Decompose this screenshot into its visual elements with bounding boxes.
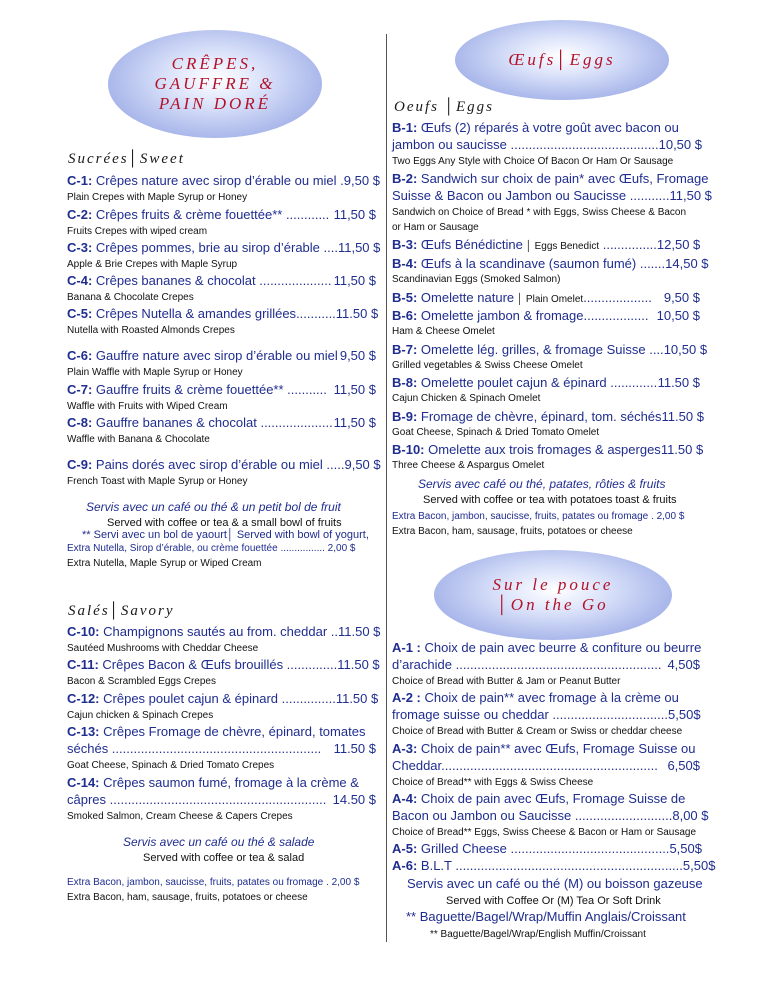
item-code: C-1: bbox=[67, 173, 93, 188]
sweet-item-row bbox=[67, 382, 376, 397]
item-name-fr: Gauffre fruits & crème fouettée** bbox=[95, 382, 284, 397]
go-served-fr: Servis avec un café ou thé (M) ou boisson gazeuse bbox=[407, 876, 703, 891]
item-code: A-3: bbox=[392, 741, 418, 756]
item-code: B-7: bbox=[392, 342, 418, 357]
b6-line bbox=[392, 308, 700, 323]
item-code: C-9: bbox=[67, 457, 93, 472]
a4-line-2 bbox=[392, 808, 709, 823]
oval-title-line-2: GAUFFRE & bbox=[154, 74, 276, 93]
item-code: B-9: bbox=[392, 409, 418, 424]
b3-line: B-3: Œufs Bénédictine │ Eggs Benedict ............... 12,50 $ bbox=[392, 237, 701, 252]
sweet-item-en: Banana & Chocolate Crepes bbox=[67, 292, 194, 303]
item-price: 11.50 $ bbox=[338, 624, 381, 639]
yogurt-note: ** Servi avec un bol de yaourt│ Served with bowl of yogurt, bbox=[82, 529, 369, 541]
item-code: C-5: bbox=[67, 306, 93, 321]
b2-en-1: Sandwich on Choice of Bread * with Eggs, Swiss Cheese & Bacon bbox=[392, 207, 687, 218]
item-name-fr: Choix de pain avec Œufs, Fromage Suisse de bbox=[420, 791, 686, 806]
item-name-fr: Omelette aux trois fromages & asperges bbox=[428, 442, 661, 457]
eggs-extra-en: Extra Bacon, ham, sausage, fruits, potatoes or cheese bbox=[392, 526, 633, 537]
item-price: 9,50 $ bbox=[339, 348, 376, 363]
item-code: A-4: bbox=[392, 791, 418, 806]
savory-item-row bbox=[67, 657, 380, 672]
item-price: 11,50 $ bbox=[333, 415, 376, 430]
item-leader: ........... bbox=[283, 382, 327, 397]
item-code: C-4: bbox=[67, 273, 93, 288]
item-price: 9,50 $ bbox=[343, 173, 380, 188]
c14-line-1: C-14: Crêpes saumon fumé, fromage à la crème & bbox=[67, 775, 359, 790]
c14-line-2: câpres ............................................................ 14.50 $ bbox=[67, 792, 376, 807]
b1-line-2: jambon ou saucisse ......................................... 10,50 $ bbox=[392, 137, 702, 152]
oval-title-line-1: CRÊPES, bbox=[171, 54, 259, 73]
a3-line-1 bbox=[392, 741, 696, 757]
item-price: 11.50 $ bbox=[335, 691, 379, 706]
b2-line-1: B-2: Sandwich sur choix de pain* avec Œufs, Fromage bbox=[392, 171, 709, 186]
item-name-fr: Omelette lég. grilles, & fromage Suisse .... bbox=[420, 342, 664, 357]
a2-en: Choice of Bread with Butter & Cream or Swiss or cheddar cheese bbox=[392, 726, 683, 737]
sweet-served-fr: Servis avec un café ou thé & un petit bol de fruit bbox=[86, 500, 341, 514]
crepes-title-oval bbox=[108, 30, 322, 138]
item-name-fr: Choix de pain** avec Œufs, Fromage Suisse ou bbox=[420, 741, 696, 756]
item-name-fr: Crêpes fruits & crème fouettée** bbox=[95, 207, 283, 222]
savory-item-row bbox=[67, 691, 379, 706]
item-name-fr: Crêpes Nutella & amandes grillées bbox=[95, 306, 297, 321]
a3-line-2 bbox=[392, 758, 700, 773]
eggs-title-oval bbox=[455, 20, 669, 100]
eggs-served-en: Served with coffee or tea with potatoes toast & fruits bbox=[423, 494, 677, 506]
sweet-item-row bbox=[67, 173, 380, 188]
sweet-item-row bbox=[67, 306, 379, 321]
item-name-fr-cont: d’arachide ......................................................... bbox=[392, 657, 662, 672]
a5-line: A-5: Grilled Cheese ............................................ 5,50$ bbox=[392, 841, 702, 856]
eggs-served-fr: Servis avec café ou thé, patates, rôties & fruits bbox=[418, 477, 666, 491]
item-name-fr: Crêpes nature avec sirop d’érable ou miel bbox=[95, 173, 337, 188]
sweet-item-en: Apple & Brie Crepes with Maple Syrup bbox=[67, 259, 238, 270]
sweet-item-row bbox=[67, 415, 376, 430]
item-code: C-12: bbox=[67, 691, 100, 706]
b6-en: Ham & Cheese Omelet bbox=[392, 326, 495, 337]
sweet-served-en: Served with coffee or tea & a small bowl of fruits bbox=[107, 517, 342, 529]
b4-line: B-4: Œufs à la scandinave (saumon fumé) ....... 14,50 $ bbox=[392, 256, 709, 271]
item-code: C-3: bbox=[67, 240, 93, 255]
item-code: B-10: bbox=[392, 442, 425, 457]
savory-heading: Salés│Savory bbox=[68, 603, 175, 619]
extra-sweet-fr: Extra Nutella, Sirop d’érable, ou crème fouettée ................ 2,00 $ bbox=[67, 543, 356, 554]
sweet-item-en: Waffle with Banana & Chocolate bbox=[67, 434, 210, 445]
item-code: C-6: bbox=[67, 348, 93, 363]
b10-line bbox=[392, 442, 704, 457]
eggs-heading: Oeufs │Eggs bbox=[394, 99, 494, 115]
item-name-fr: Omelette poulet cajun & épinard ............. bbox=[420, 375, 658, 390]
item-leader: ............ bbox=[282, 207, 330, 222]
b5-line: B-5: Omelette nature │ Plain Omelet................... 9,50 $ bbox=[392, 290, 700, 305]
sweet-item-row bbox=[67, 240, 381, 255]
item-name-fr: Gauffre bananes & chocolat bbox=[95, 415, 257, 430]
item-price: 11.50 $ bbox=[657, 375, 700, 390]
item-code: C-2: bbox=[67, 207, 93, 222]
item-name-fr-cont: Bacon ou Jambon ou Saucisse ........................... bbox=[392, 808, 673, 823]
a3-en: Choice of Bread** with Eggs & Swiss Cheese bbox=[392, 777, 594, 788]
oval-title-line-3: PAIN DORÉ bbox=[158, 94, 272, 113]
b1-line-1: B-1: Œufs (2) réparés à votre goût avec bacon ou bbox=[392, 120, 679, 135]
c13-en: Goat Cheese, Spinach & Dried Tomato Crepes bbox=[67, 760, 275, 771]
item-name-fr: Crêpes poulet cajun & épinard ............... bbox=[103, 691, 336, 706]
item-price: 11,50 $ bbox=[337, 240, 381, 255]
b2-line-2: Suisse & Bacon ou Jambon ou Saucisse ........... 11,50 $ bbox=[392, 188, 712, 203]
item-price: 11,50 $ bbox=[333, 273, 376, 288]
on-the-go-title-line-2: │On the Go bbox=[497, 595, 609, 614]
item-leader: .................... bbox=[255, 273, 332, 288]
item-code: A-2 : bbox=[392, 690, 421, 705]
a2-line-2 bbox=[392, 707, 700, 722]
item-name-fr: Crêpes pommes, brie au sirop d’érable bbox=[95, 240, 320, 255]
c13-line-2: séchés .......................................................... 11.50 $ bbox=[67, 741, 376, 756]
savory-item-en: Cajun chicken & Spinach Crepes bbox=[67, 710, 214, 721]
b4-en: Scandinavian Eggs (Smoked Salmon) bbox=[392, 274, 561, 285]
sweet-item-en: Plain Waffle with Maple Syrup or Honey bbox=[67, 367, 243, 378]
item-price: 5,50$ bbox=[668, 707, 701, 722]
item-name-fr: Choix de pain** avec fromage à la crème ou bbox=[424, 690, 679, 705]
on-the-go-oval bbox=[434, 550, 672, 640]
item-code: C-8: bbox=[67, 415, 93, 430]
item-name-fr: Crêpes Bacon & Œufs brouillés .............. bbox=[102, 657, 338, 672]
b8-en: Cajun Chicken & Spinach Omelet bbox=[392, 393, 541, 404]
extra-sweet-en: Extra Nutella, Maple Syrup or Wiped Cream bbox=[67, 558, 262, 569]
a4-en: Choice of Bread** Eggs, Swiss Cheese & Bacon or Ham or Sausage bbox=[392, 827, 697, 838]
a4-line-1 bbox=[392, 791, 685, 807]
item-price: 11.50 $ bbox=[660, 442, 704, 457]
go-served-en: Served with Coffee Or (M) Tea Or Soft Drink bbox=[446, 895, 661, 907]
item-leader: .... bbox=[319, 240, 338, 255]
item-name-fr: Gauffre nature avec sirop d’érable ou miel bbox=[95, 348, 338, 363]
sweet-item-row bbox=[67, 273, 376, 288]
b8-line bbox=[392, 375, 700, 390]
item-leader: ..... bbox=[322, 457, 345, 472]
item-name-fr: Crêpes bananes & chocolat bbox=[95, 273, 256, 288]
item-name-fr-cont: fromage suisse ou cheddar ................................ bbox=[392, 707, 669, 722]
item-price: 10,50 $ bbox=[663, 342, 708, 357]
extra-savory-fr: Extra Bacon, jambon, saucisse, fruits, patates ou fromage . 2,00 $ bbox=[67, 877, 360, 888]
item-code: B-6: bbox=[392, 308, 418, 323]
b7-en: Grilled vegetables & Swiss Cheese Omelet bbox=[392, 360, 583, 371]
item-name-fr: Pains dorés avec sirop d’érable ou miel bbox=[95, 457, 323, 472]
b10-en: Three Cheese & Aspargus Omelet bbox=[392, 460, 545, 471]
item-price: 9,50 $ bbox=[344, 457, 381, 472]
b2-en-2: or Ham or Sausage bbox=[392, 222, 479, 233]
extra-savory-en: Extra Bacon, ham, sausage, fruits, potatoes or cheese bbox=[67, 892, 308, 903]
b7-line bbox=[392, 342, 708, 357]
savory-served-en: Served with coffee or tea & salad bbox=[143, 852, 305, 864]
item-name-fr: Fromage de chèvre, épinard, tom. séchés bbox=[420, 409, 662, 424]
a6-line: A-6: B.L.T ............................................................... 5,50$ bbox=[392, 858, 716, 873]
item-leader: ........... bbox=[296, 306, 336, 321]
sweet-item-row bbox=[67, 457, 381, 472]
sweet-item-en: Plain Crepes with Maple Syrup or Honey bbox=[67, 192, 248, 203]
item-price: 11.50 $ bbox=[335, 306, 379, 321]
b9-en: Goat Cheese, Spinach & Dried Tomato Omelet bbox=[392, 427, 600, 438]
breads-fr: ** Baguette/Bagel/Wrap/Muffin Anglais/Croissant bbox=[406, 909, 686, 924]
item-code: A-1 : bbox=[392, 640, 421, 655]
sweet-item-row bbox=[67, 207, 376, 222]
item-code: C-10: bbox=[67, 624, 100, 639]
c14-en: Smoked Salmon, Cream Cheese & Capers Crepes bbox=[67, 811, 293, 822]
breads-en: ** Baguette/Bagel/Wrap/English Muffin/Croissant bbox=[430, 929, 646, 940]
sweet-item-en: Nutella with Roasted Almonds Crepes bbox=[67, 325, 235, 336]
item-price: 11,50 $ bbox=[333, 382, 376, 397]
item-price: 11.50 $ bbox=[337, 657, 380, 672]
item-name-fr-cont: Cheddar............................................................ bbox=[392, 758, 658, 773]
item-name-fr: Champignons sautés au from. cheddar .. bbox=[103, 624, 338, 639]
eggs-oval-title: Œufs│Eggs bbox=[508, 50, 616, 69]
sweet-item-en: Waffle with Fruits with Wiped Cream bbox=[67, 401, 228, 412]
eggs-extra-fr: Extra Bacon, jambon, saucisse, fruits, patates ou fromage . 2,00 $ bbox=[392, 511, 685, 522]
item-price: 8,00 $ bbox=[672, 808, 709, 823]
on-the-go-title-line-1: Sur le pouce bbox=[492, 575, 614, 594]
item-leader: . bbox=[336, 173, 344, 188]
savory-item-row bbox=[67, 624, 381, 639]
item-code: C-7: bbox=[67, 382, 93, 397]
item-price: 11.50 $ bbox=[661, 409, 704, 424]
savory-served-fr: Servis avec un café ou thé & salade bbox=[123, 835, 315, 849]
a1-line-1 bbox=[392, 640, 701, 656]
item-code: B-8: bbox=[392, 375, 418, 390]
a2-line-1 bbox=[392, 690, 679, 706]
sweet-item-en: Fruits Crepes with wiped cream bbox=[67, 226, 208, 237]
item-price: 11,50 $ bbox=[333, 207, 376, 222]
item-price: 6,50$ bbox=[667, 758, 700, 773]
a1-en: Choice of Bread with Butter & Jam or Peanut Butter bbox=[392, 676, 621, 687]
savory-item-en: Sautéed Mushrooms with Cheddar Cheese bbox=[67, 643, 259, 654]
b9-line bbox=[392, 409, 704, 424]
sweet-heading: Sucrées│Sweet bbox=[68, 151, 185, 167]
item-price: 4,50$ bbox=[667, 657, 700, 672]
savory-item-en: Bacon & Scrambled Eggs Crepes bbox=[67, 676, 216, 687]
item-name-fr: Omelette jambon & fromage.................. bbox=[420, 308, 649, 323]
item-code: C-11: bbox=[67, 657, 99, 672]
c13-line-1: C-13: Crêpes Fromage de chèvre, épinard, tomates bbox=[67, 724, 366, 739]
item-name-fr: Choix de pain avec beurre & confiture ou beurre bbox=[424, 640, 702, 655]
item-leader: .................... bbox=[256, 415, 333, 430]
sweet-item-en: French Toast with Maple Syrup or Honey bbox=[67, 476, 248, 487]
b1-en: Two Eggs Any Style with Choice Of Bacon Or Ham Or Sausage bbox=[392, 156, 674, 167]
column-divider bbox=[386, 34, 387, 942]
item-price: 10,50 $ bbox=[656, 308, 700, 323]
sweet-item-row bbox=[67, 348, 376, 363]
a1-line-2 bbox=[392, 657, 700, 672]
